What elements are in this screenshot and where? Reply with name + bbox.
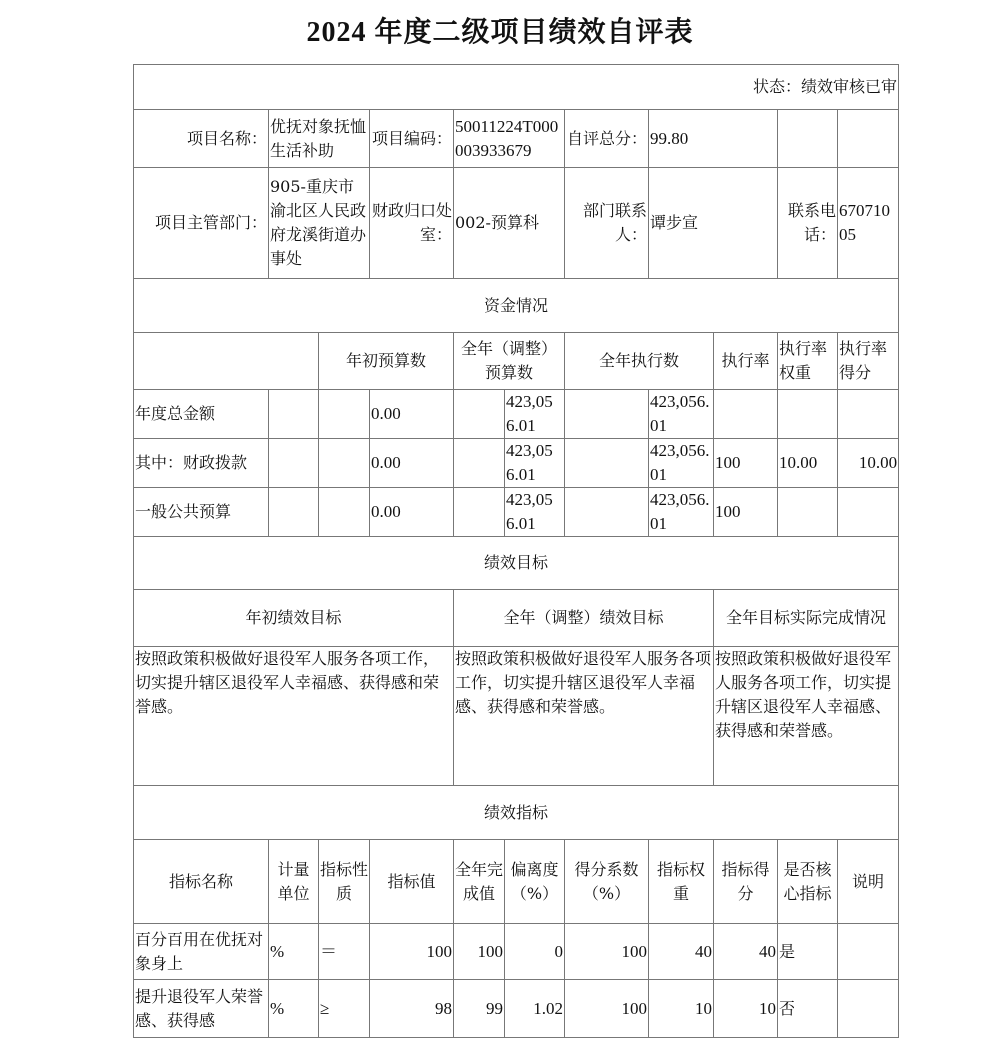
executed: 423,056.01 — [649, 439, 714, 488]
project-name: 优抚对象抚恤生活补助 — [269, 110, 370, 168]
indicator-cell: 否 — [778, 980, 838, 1038]
initial-budget: 0.00 — [370, 439, 454, 488]
funds-header: 全年（调整）预算数 — [454, 333, 565, 390]
empty-cell — [319, 439, 370, 488]
weight — [778, 390, 838, 439]
indicator-cell: 10 — [649, 980, 714, 1038]
empty-cell — [565, 439, 649, 488]
rate: 100 — [714, 488, 778, 537]
indicators-section: 绩效指标 — [134, 786, 899, 840]
score: 10.00 — [838, 439, 899, 488]
weight — [778, 488, 838, 537]
indicator-cell: 99 — [454, 980, 505, 1038]
initial-goal: 按照政策积极做好退役军人服务各项工作，切实提升辖区退役军人幸福感、获得感和荣誉感。 — [134, 647, 454, 786]
indicator-cell: 100 — [565, 980, 649, 1038]
dept-label: 项目主管部门： — [134, 168, 269, 279]
indicator-header: 偏离度（%） — [505, 840, 565, 924]
indicator-cell: 100 — [565, 924, 649, 980]
page-title: 2024 年度二级项目绩效自评表 — [306, 17, 694, 48]
initial-budget: 0.00 — [370, 488, 454, 537]
indicator-header: 得分系数（%） — [565, 840, 649, 924]
goals-header: 全年目标实际完成情况 — [714, 590, 899, 647]
empty-cell — [565, 488, 649, 537]
funds-row — [134, 439, 899, 488]
evaluation-table — [133, 64, 899, 1038]
fund-name: 年度总金额 — [134, 390, 269, 439]
indicator-header: 是否核心指标 — [778, 840, 838, 924]
indicator-cell: 百分百用在优抚对象身上 — [134, 924, 269, 980]
actual-goal: 按照政策积极做好退役军人服务各项工作，切实提升辖区退役军人幸福感、获得感和荣誉感。 — [714, 647, 899, 786]
empty-cell — [778, 110, 838, 168]
adjusted-budget: 423,056.01 — [505, 390, 565, 439]
goals-section: 绩效目标 — [134, 537, 899, 590]
indicator-cell: 1.02 — [505, 980, 565, 1038]
code-label: 项目编码： — [370, 110, 454, 168]
indicator-cell — [838, 924, 899, 980]
name-label: 项目名称： — [134, 110, 269, 168]
funds-header: 执行率 — [714, 333, 778, 390]
funds-header: 执行率权重 — [778, 333, 838, 390]
indicator-header: 指标名称 — [134, 840, 269, 924]
project-code: 50011224T000003933679 — [454, 110, 565, 168]
empty-cell — [269, 488, 319, 537]
empty-cell — [838, 110, 899, 168]
indicator-cell: 10 — [714, 980, 778, 1038]
indicator-cell: 100 — [370, 924, 454, 980]
indicator-row — [134, 980, 899, 1038]
adjusted-budget: 423,056.01 — [505, 439, 565, 488]
indicator-header: 说明 — [838, 840, 899, 924]
empty-cell — [565, 390, 649, 439]
indicator-cell: % — [269, 980, 319, 1038]
status: 状态：绩效审核已审 — [134, 65, 899, 110]
empty-cell — [319, 390, 370, 439]
indicator-cell: 0 — [505, 924, 565, 980]
indicator-header: 指标得分 — [714, 840, 778, 924]
score — [838, 488, 899, 537]
goals-header: 全年（调整）绩效目标 — [454, 590, 714, 647]
funds-header: 年初预算数 — [319, 333, 454, 390]
contact-person: 谭步宣 — [649, 168, 778, 279]
initial-budget: 0.00 — [370, 390, 454, 439]
indicator-cell: 98 — [370, 980, 454, 1038]
indicator-cell: ≥ — [319, 980, 370, 1038]
indicator-row — [134, 924, 899, 980]
phone: 67071005 — [838, 168, 899, 279]
indicator-cell: ＝ — [319, 924, 370, 980]
indicator-cell: 40 — [714, 924, 778, 980]
finance-label: 财政归口处室： — [370, 168, 454, 279]
funds-section: 资金情况 — [134, 279, 899, 333]
indicator-header: 指标性质 — [319, 840, 370, 924]
fund-name: 一般公共预算 — [134, 488, 269, 537]
empty-cell — [454, 488, 505, 537]
rate: 100 — [714, 439, 778, 488]
empty-cell — [269, 439, 319, 488]
executed: 423,056.01 — [649, 390, 714, 439]
empty-cell — [319, 488, 370, 537]
adjusted-budget: 423,056.01 — [505, 488, 565, 537]
project-score: 99.80 — [649, 110, 778, 168]
empty-cell — [269, 390, 319, 439]
indicator-header: 指标值 — [370, 840, 454, 924]
funds-header: 全年执行数 — [565, 333, 714, 390]
funds-row — [134, 488, 899, 537]
score — [838, 390, 899, 439]
score-label: 自评总分： — [565, 110, 649, 168]
executed: 423,056.01 — [649, 488, 714, 537]
finance-office: 002-预算科 — [454, 168, 565, 279]
empty-cell — [454, 390, 505, 439]
empty-cell — [454, 439, 505, 488]
indicator-cell: % — [269, 924, 319, 980]
indicator-cell: 100 — [454, 924, 505, 980]
funds-header: 执行率得分 — [838, 333, 899, 390]
indicator-header: 计量单位 — [269, 840, 319, 924]
indicator-cell: 是 — [778, 924, 838, 980]
indicator-header: 指标权重 — [649, 840, 714, 924]
indicator-cell — [838, 980, 899, 1038]
weight: 10.00 — [778, 439, 838, 488]
empty-cell — [134, 333, 319, 390]
indicator-cell: 提升退役军人荣誉感、获得感 — [134, 980, 269, 1038]
phone-label: 联系电话： — [778, 168, 838, 279]
project-dept: 905-重庆市渝北区人民政府龙溪街道办事处 — [269, 168, 370, 279]
indicator-cell: 40 — [649, 924, 714, 980]
rate — [714, 390, 778, 439]
fund-name: 其中：财政拨款 — [134, 439, 269, 488]
adjusted-goal: 按照政策积极做好退役军人服务各项工作，切实提升辖区退役军人幸福感、获得感和荣誉感。 — [454, 647, 714, 786]
goals-header: 年初绩效目标 — [134, 590, 454, 647]
contact-label: 部门联系人： — [565, 168, 649, 279]
funds-row — [134, 390, 899, 439]
indicator-header: 全年完成值 — [454, 840, 505, 924]
